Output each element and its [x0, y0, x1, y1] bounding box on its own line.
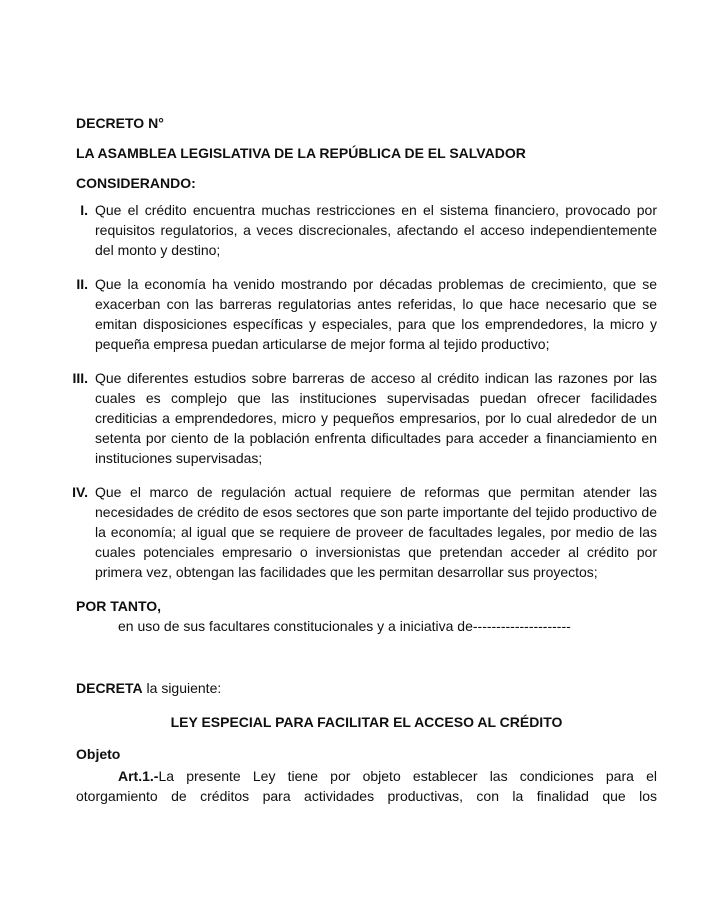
consideration-numeral: I. — [80, 202, 88, 218]
decreta-line — [76, 678, 657, 698]
por-tanto-heading: POR TANTO, — [76, 598, 162, 614]
por-tanto-text: en uso de sus facultares constitucionales y a iniciativa de--------------------- — [118, 618, 571, 634]
consideration-numeral: III. — [72, 370, 88, 386]
consideration-text: Que diferentes estudios sobre barreras de acceso al crédito indican las razones por las cuales es complejo que las instituciones supervisadas puedan ofrecer facilidades crediticias a emprendedores, micro y pequeños empresarios, por lo cual alrededor de un setenta por ciento de la población enfrenta dificultades para acceder a financiamiento en instituciones supervisadas; — [95, 370, 657, 466]
decreta-word: DECRETA — [76, 680, 143, 696]
consideration-numeral: II. — [76, 276, 88, 292]
document-content — [72, 112, 657, 806]
article-1-paragraph — [76, 766, 657, 806]
article-1-text: La presente Ley tiene por objeto establecer las condiciones para el otorgamiento de créditos para actividades productivas, con la finalidad que los — [76, 768, 657, 804]
consideration-item-1 — [76, 200, 657, 260]
assembly-heading: LA ASAMBLEA LEGISLATIVA DE LA REPÚBLICA DE EL SALVADOR — [76, 145, 526, 161]
object-heading: Objeto — [76, 746, 121, 762]
consideration-text: Que el marco de regulación actual requiere de reformas que permitan atender las necesidades de crédito de esos sectores que son parte importante del tejido productivo de la economía; al igual que se requiere de proveer de facultades legales, por medio de las cuales potenciales empresario o inversionistas que pretendan acceder al crédito por primera vez, obtengan las facilidades que les permitan desarrollar sus proyectos; — [95, 484, 657, 580]
considering-heading: CONSIDERANDO: — [76, 175, 196, 191]
law-title: LEY ESPECIAL PARA FACILITAR EL ACCESO AL CRÉDITO — [170, 714, 563, 730]
consideration-item-3 — [72, 368, 657, 468]
consideration-item-2 — [76, 274, 657, 354]
article-1-label: Art.1.- — [118, 768, 159, 784]
decreta-rest: la siguiente: — [142, 680, 222, 696]
decree-number-heading: DECRETO N° — [76, 115, 164, 131]
consideration-text: Que la economía ha venido mostrando por décadas problemas de crecimiento, que se exacerban con las barreras regulatorias antes referidas, lo que hace necesario que se emitan disposiciones específicas y especiales, para que los emprendedores, la micro y pequeña empresa puedan articularse de mejor forma al tejido productivo; — [95, 276, 657, 352]
considerations-list — [72, 200, 657, 582]
consideration-item-4 — [72, 482, 657, 582]
consideration-text: Que el crédito encuentra muchas restricciones en el sistema financiero, provocado por requisitos regulatorios, a veces discrecionales, afectando el acceso independientemente del monto y destino; — [95, 202, 657, 258]
consideration-numeral: IV. — [72, 484, 88, 500]
